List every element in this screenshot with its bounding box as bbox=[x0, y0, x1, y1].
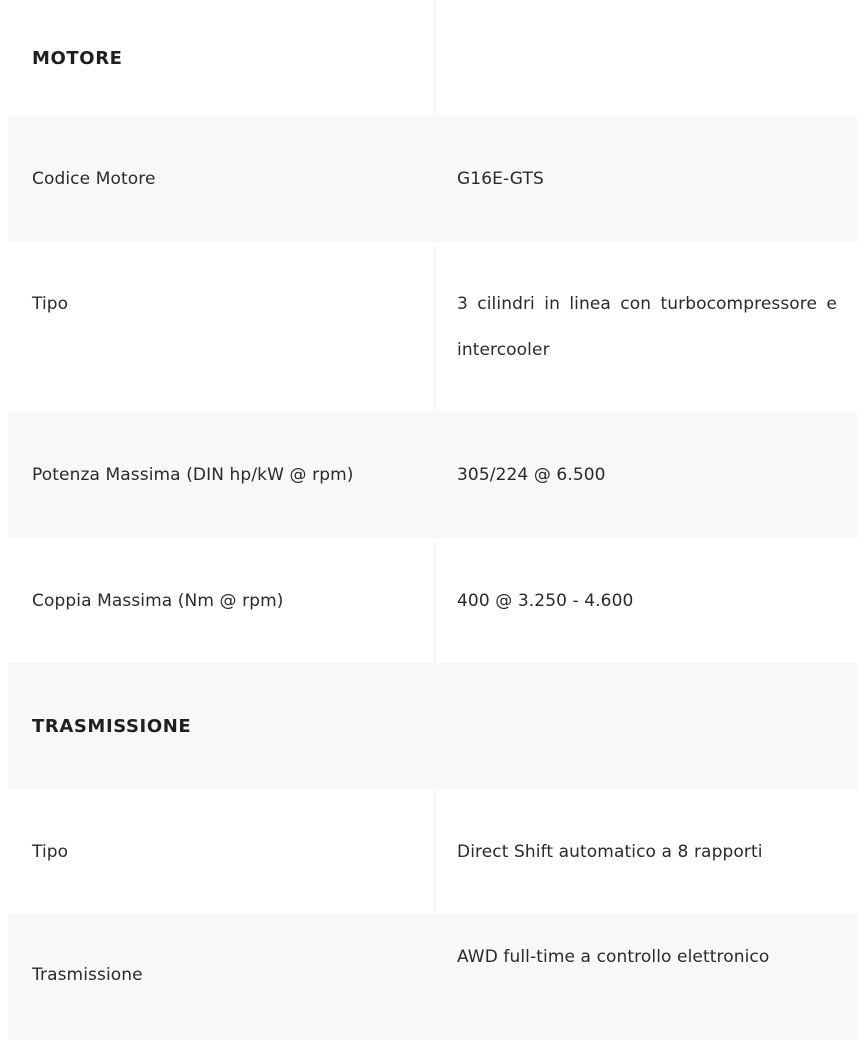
section-header-motore bbox=[8, 0, 857, 116]
spec-row bbox=[8, 242, 857, 412]
spec-row bbox=[8, 412, 857, 538]
spec-table bbox=[8, 0, 857, 1040]
spec-label: Tipo bbox=[8, 789, 435, 914]
spec-row bbox=[8, 116, 857, 242]
section-title: MOTORE bbox=[8, 0, 435, 116]
spec-label: Coppia Massima (Nm @ rpm) bbox=[8, 538, 435, 663]
spec-value: Direct Shift automatico a 8 rapporti bbox=[457, 841, 763, 862]
section-empty-cell bbox=[435, 0, 857, 116]
section-empty-cell bbox=[435, 663, 857, 789]
spec-row bbox=[8, 789, 857, 914]
spec-row bbox=[8, 914, 857, 1040]
spec-row bbox=[8, 538, 857, 663]
spec-value bbox=[435, 242, 857, 412]
spec-value: AWD full-time a controllo elettronico bbox=[457, 947, 770, 967]
section-header-trasmissione bbox=[8, 663, 857, 789]
spec-label: Tipo bbox=[8, 242, 435, 412]
spec-value-text: 3 cilindri in linea con turbocompressore e intercooler bbox=[457, 294, 837, 360]
section-title: TRASMISSIONE bbox=[32, 715, 192, 737]
spec-label: Potenza Massima (DIN hp/kW @ rpm) bbox=[32, 465, 354, 485]
spec-value: 305/224 @ 6.500 bbox=[457, 465, 606, 485]
spec-value: 400 @ 3.250 - 4.600 bbox=[457, 590, 634, 611]
spec-label: Trasmissione bbox=[32, 965, 143, 985]
spec-label: Codice Motore bbox=[32, 169, 156, 189]
spec-value: G16E-GTS bbox=[457, 169, 544, 189]
